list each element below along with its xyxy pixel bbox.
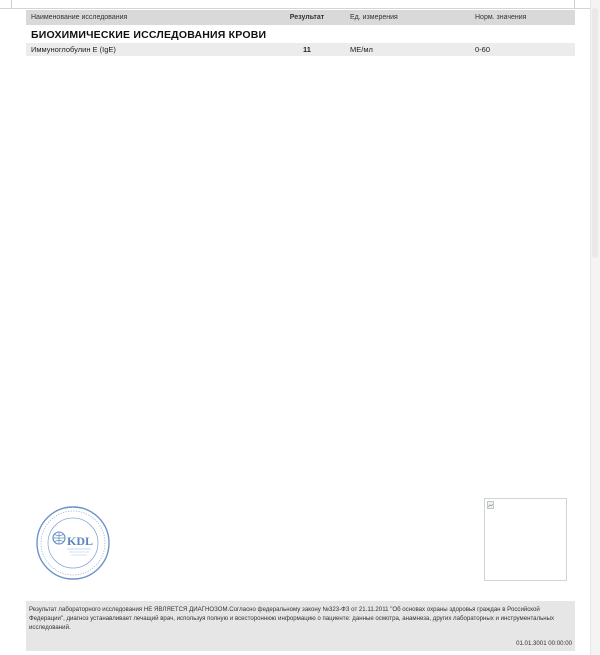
test-result: 11 (269, 43, 345, 56)
stamp-globe-icon (53, 532, 65, 544)
test-name: Иммуноглобулин Е (IgE) (26, 43, 269, 56)
page-left-rule (11, 0, 12, 8)
footer-disclaimer-box (26, 601, 575, 651)
page-top-edge (0, 0, 600, 9)
section-row (26, 25, 575, 43)
viewer-scroll-thumb[interactable] (592, 8, 598, 258)
results-header-row (26, 10, 575, 25)
header-norm: Норм. значения (470, 10, 575, 25)
stamp-brand-text: KDL (67, 534, 94, 548)
results-table (26, 10, 575, 56)
test-norm: 0-60 (470, 43, 575, 56)
broken-image-icon (487, 501, 494, 509)
header-units: Ед. измерения (345, 10, 470, 25)
lab-stamp-seal (33, 503, 113, 583)
footer-date: 01.01.3001 00:00:00 (516, 640, 572, 647)
test-units: МЕ/мл (345, 43, 470, 56)
header-result: Результат (269, 10, 345, 25)
section-title: БИОХИМИЧЕСКИЕ ИССЛЕДОВАНИЯ КРОВИ (31, 29, 267, 41)
table-row (26, 43, 575, 56)
footer-disclaimer-text: Результат лабораторного исследования НЕ ЯВЛЯЕТСЯ ДИАГНОЗОМ.Согласно федеральному закону №323-ФЗ от 21.11.2011 "Об основах охраны здоровья граждан в Российской Федерации", диагноз устанавливает лечащий врач, используя полную и всестороннюю информацию о пациенте: данные осмотра, анамнеза, других лабораторных и инструментальных исследований. (29, 606, 555, 631)
header-name: Наименование исследования (26, 10, 269, 25)
page-right-rule (574, 0, 575, 8)
signature-image-placeholder (484, 498, 567, 581)
